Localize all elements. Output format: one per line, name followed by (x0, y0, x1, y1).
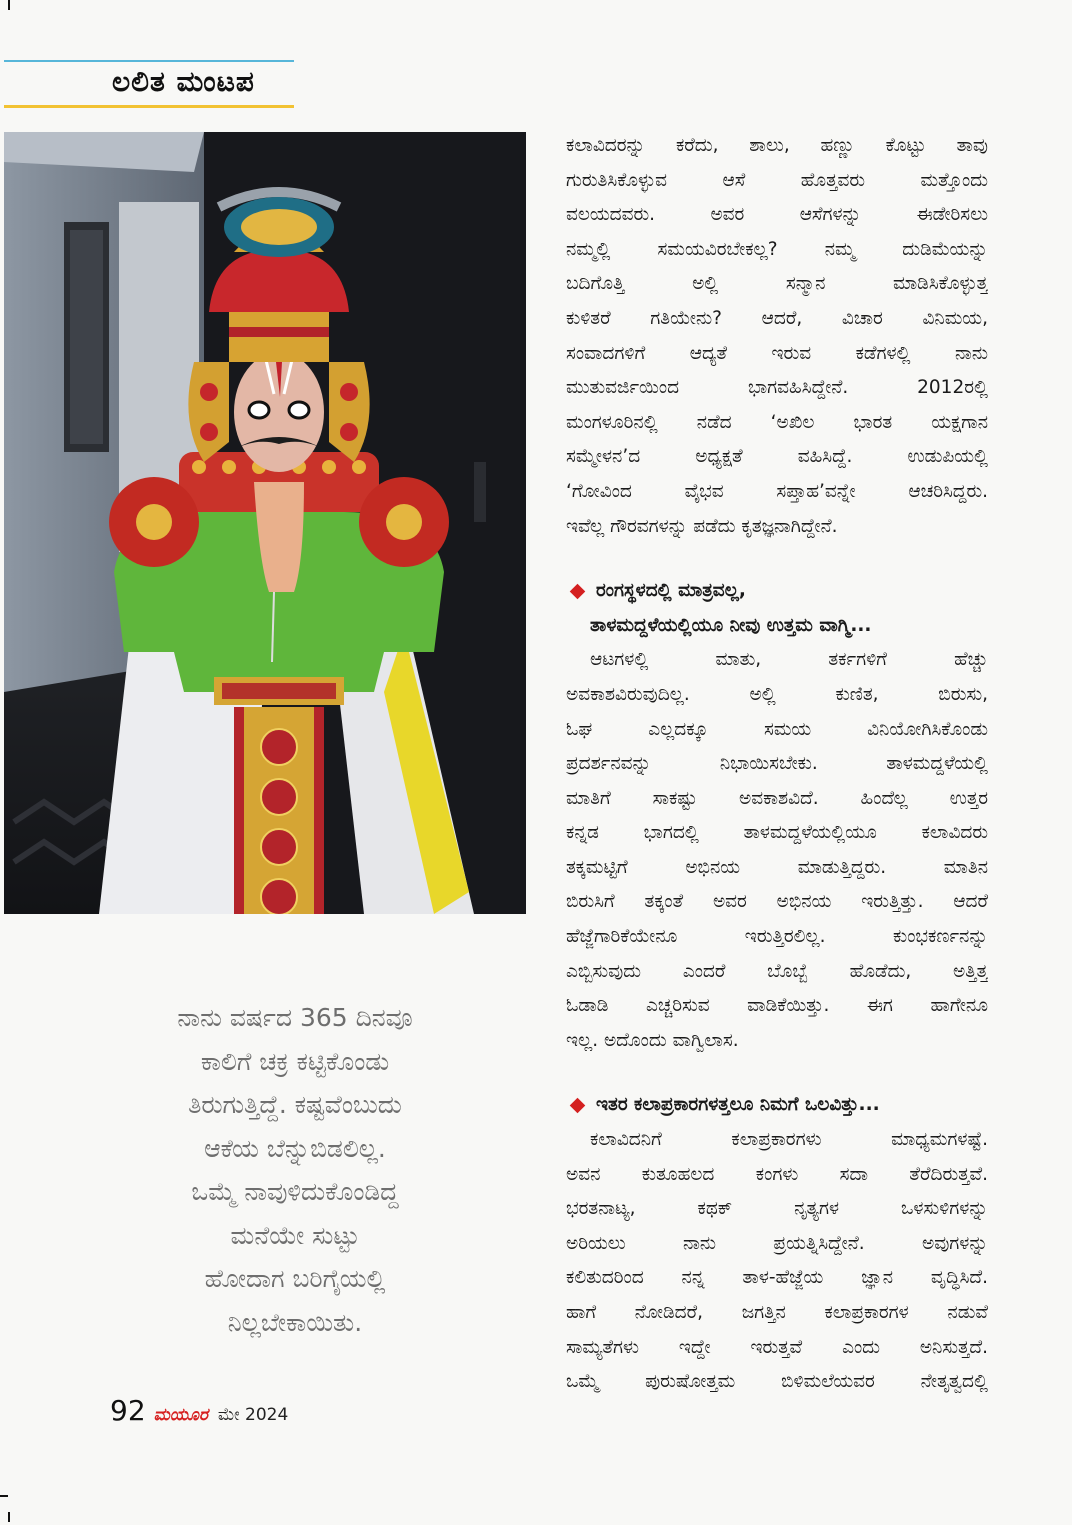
article-line: ಬದಿಗೊತ್ತಿ ಅಲ್ಲಿ ಸನ್ಮಾನ ಮಾಡಿಸಿಕೊಳ್ಳುತ್ತ (566, 273, 988, 295)
header-rule-bottom (4, 105, 294, 108)
article-line: ಎಬ್ಬಿಸುವುದು ಎಂದರೆ ಬೊಬ್ಬೆ ಹೊಡೆದು, ಅತ್ತಿತ್ತ (566, 960, 988, 982)
pull-quote (100, 996, 490, 1344)
article-line: ಆಟಗಳಲ್ಲಿ ಮಾತು, ತರ್ಕಗಳಿಗೆ ಹೆಚ್ಚು (590, 649, 988, 671)
pull-quote-line: ಆಕೆಯ ಬೆನ್ನುಬಿಡಲಿಲ್ಲ. (204, 1133, 386, 1163)
article-line: ತಕ್ಕಮಟ್ಟಿಗೆ ಅಭಿನಯ ಮಾಡುತ್ತಿದ್ದರು. ಮಾತಿನ (566, 856, 988, 878)
article-line: ಸಾಮ್ಯತೆಗಳು ಇದ್ದೇ ಇರುತ್ತವೆ ಎಂದು ಅನಿಸುತ್ತದೆ. (566, 1336, 988, 1358)
diamond-bullet-icon (570, 1098, 586, 1114)
article-line: ಕನ್ನಡ ಭಾಗದಲ್ಲಿ ತಾಳಮದ್ದಳೆಯಲ್ಲಿಯೂ ಕಲಾವಿದರು (566, 822, 988, 844)
article-line: ಮುತುವರ್ಜಿಯಿಂದ ಭಾಗವಹಿಸಿದ್ದೇನೆ. 2012ರಲ್ಲಿ (566, 377, 988, 399)
pull-quote-line: ಒಮ್ಮೆ ನಾವುಳಿದುಕೊಂಡಿದ್ದ (191, 1177, 399, 1206)
paragraph-1 (566, 129, 988, 544)
article-line: ಕುಳಿತರೆ ಗತಿಯೇನು? ಆದರೆ, ವಿಚಾರ ವಿನಿಮಯ, (566, 307, 988, 329)
article-line: ಬಿರುಸಿಗೆ ತಕ್ಕಂತೆ ಅವರ ಅಭಿನಯ ಇರುತ್ತಿತ್ತು. ಆದರೆ (566, 891, 988, 913)
article-line: ಗುರುತಿಸಿಕೊಳ್ಳುವ ಆಸೆ ಹೊತ್ತವರು ಮತ್ತೊಂದು (566, 169, 988, 191)
article-line: ಸಂವಾದಗಳಿಗೆ ಆದ್ಯತೆ ಇರುವ ಕಡೆಗಳಲ್ಲಿ ನಾನು (566, 342, 988, 364)
article-line: ಇಲ್ಲ. ಅದೊಂದು ವಾಗ್ವಿಲಾಸ. (566, 1029, 739, 1051)
article-line: ಹಾಗೆ ನೋಡಿದರೆ, ಜಗತ್ತಿನ ಕಲಾಪ್ರಕಾರಗಳ ನಡುವೆ (566, 1302, 988, 1323)
article-line: ಹೆಜ್ಜೆಗಾರಿಕೆಯೇನೂ ಇರುತ್ತಿರಲಿಲ್ಲ. ಕುಂಭಕರ್ಣನನ್ನು (566, 926, 988, 948)
paragraph-2 (566, 643, 988, 1058)
diamond-bullet-icon (570, 584, 586, 600)
article-body (566, 129, 988, 1400)
article-line: ಅವನ ಕುತೂಹಲದ ಕಂಗಳು ಸದಾ ತೆರೆದಿರುತ್ತವೆ. (566, 1163, 988, 1185)
issue-date: ಮೇ 2024 (217, 1405, 289, 1425)
article-line: ಮಾತಿಗೆ ಸಾಕಷ್ಟು ಅವಕಾಶವಿದೆ. ಹಿಂದೆಲ್ಲ ಉತ್ತರ (566, 787, 988, 809)
article-line: ನಮ್ಮಲ್ಲಿ ಸಮಯವಿರಬೇಕಲ್ಲ? ನಮ್ಮ ದುಡಿಮೆಯನ್ನು (566, 238, 988, 260)
crop-mark-left (0, 1495, 8, 1497)
paragraph-3 (566, 1123, 988, 1400)
article-line: ಭರತನಾಟ್ಯ, ಕಥಕ್ ನೃತ್ಯಗಳ ಒಳಸುಳಿಗಳನ್ನು (566, 1198, 988, 1220)
article-line: ಕಲಾವಿದರನ್ನು ಕರೆದು, ಶಾಲು, ಹಣ್ಣು ಕೊಟ್ಟು ತಾವು (566, 135, 988, 156)
article-line: ಇವೆಲ್ಲ ಗೌರವಗಳನ್ನು ಪಡೆದು ಕೃತಜ್ಞನಾಗಿದ್ದೇನೆ. (566, 515, 838, 537)
pull-quote-line: ಕಾಲಿಗೆ ಚಕ್ರ ಕಟ್ಟಿಕೊಂಡು (200, 1046, 390, 1076)
question-line: ಇತರ ಕಲಾಪ್ರಕಾರಗಳತ್ತಲೂ ನಿಮಗೆ ಒಲವಿತ್ತು... (596, 1094, 880, 1116)
yakshagana-performer-photo (4, 132, 526, 914)
page-number: 92 (110, 1394, 146, 1427)
article-line: ಕಲಿತುದರಿಂದ ನನ್ನ ತಾಳ-ಹೆಜ್ಜೆಯ ಜ್ಞಾನ ವೃದ್ಧಿಸಿದೆ. (566, 1267, 988, 1289)
article-line: ಓಡಾಡಿ ಎಚ್ಚರಿಸುವ ವಾಡಿಕೆಯಿತ್ತು. ಈಗ ಹಾಗೇನೂ (566, 995, 988, 1017)
article-line: ಓಘ ಎಲ್ಲದಕ್ಕೂ ಸಮಯ ವಿನಿಯೋಗಿಸಿಕೊಂಡು (566, 718, 988, 740)
pull-quote-line: ಮನೆಯೇ ಸುಟ್ಟು (230, 1220, 360, 1250)
question-2 (566, 1088, 988, 1123)
question-line: ರಂಗಸ್ಥಳದಲ್ಲಿ ಮಾತ್ರವಲ್ಲ, (596, 580, 746, 602)
article-line: ಸಮ್ಮೇಳನ’ದ ಅಧ್ಯಕ್ಷತೆ ವಹಿಸಿದ್ದೆ. ಉಡುಪಿಯಲ್ಲಿ (566, 446, 988, 468)
question-line: ತಾಳಮದ್ದಳೆಯಲ್ಲಿಯೂ ನೀವು ಉತ್ತಮ ವಾಗ್ಮಿ... (590, 614, 872, 636)
question-1 (566, 574, 988, 643)
section-title: ಲಲಿತ ಮಂಟಪ (112, 65, 255, 98)
article-line: ‘ಗೋವಿಂದ ವೈಭವ ಸಪ್ತಾಹ’ವನ್ನೇ ಆಚರಿಸಿದ್ದರು. (566, 480, 988, 502)
crop-mark-top-left (8, 0, 10, 10)
article-line: ಅವಕಾಶವಿರುವುದಿಲ್ಲ. ಅಲ್ಲಿ ಕುಣಿತ, ಬಿರುಸು, (566, 683, 988, 705)
page-footer (110, 1394, 288, 1428)
pull-quote-line: ತಿರುಗುತ್ತಿದ್ದೆ. ಕಷ್ಟವೆಂಬುದು (188, 1090, 402, 1119)
pull-quote-line: ನಾನು ವರ್ಷದ 365 ದಿನವೂ (177, 1003, 413, 1032)
article-line: ವಲಯದವರು. ಅವರ ಆಸೆಗಳನ್ನು ಈಡೇರಿಸಲು (566, 204, 988, 226)
article-line: ಪ್ರದರ್ಶನವನ್ನು ನಿಭಾಯಿಸಬೇಕು. ತಾಳಮದ್ದಳೆಯಲ್ಲಿ (566, 753, 988, 775)
article-line: ಅರಿಯಲು ನಾನು ಪ್ರಯತ್ನಿಸಿದ್ದೇನೆ. ಅವುಗಳನ್ನು (566, 1232, 988, 1254)
article-line: ಮಂಗಳೂರಿನಲ್ಲಿ ನಡೆದ ‘ಅಖಿಲ ಭಾರತ ಯಕ್ಷಗಾನ (566, 411, 988, 433)
article-line: ಕಲಾವಿದನಿಗೆ ಕಲಾಪ್ರಕಾರಗಳು ಮಾಧ್ಯಮಗಳಷ್ಟೆ. (590, 1129, 988, 1151)
pull-quote-line: ನಿಲ್ಲಬೇಕಾಯಿತು. (227, 1307, 363, 1337)
magazine-logo: ಮಯೂರ (153, 1405, 208, 1425)
article-line: ಒಮ್ಮೆ ಪುರುಷೋತ್ತಮ ಬಿಳಿಮಲೆಯವರ ನೇತೃತ್ವದಲ್ಲಿ (566, 1371, 988, 1393)
crop-mark-bottom-left (8, 1512, 10, 1522)
pull-quote-line: ಹೋದಾಗ ಬರಿಗೈಯಲ್ಲಿ (204, 1264, 386, 1293)
